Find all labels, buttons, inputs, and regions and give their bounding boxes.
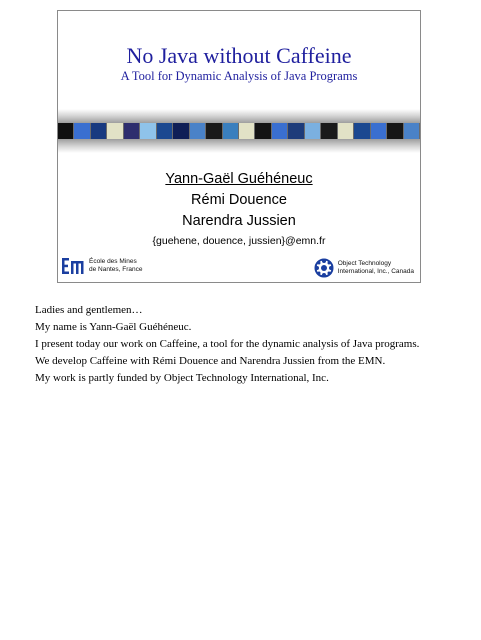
emn-logo-icon (62, 258, 84, 274)
emn-logo (62, 258, 142, 274)
band-square (157, 123, 173, 139)
band-square (239, 123, 255, 139)
band-square (404, 123, 420, 139)
band-square (190, 123, 206, 139)
notes-line: We develop Caffeine with Rémi Douence and Narendra Jussien from the EMN. (35, 355, 386, 367)
notes-line: Ladies and gentlemen… (35, 304, 143, 316)
band-square (371, 123, 387, 139)
speaker-notes (35, 302, 455, 387)
band-square (58, 123, 74, 139)
notes-line: My name is Yann-Gaël Guéhéneuc. (35, 321, 192, 333)
band-square (338, 123, 354, 139)
band-square (387, 123, 403, 139)
band-square (255, 123, 271, 139)
band-square (305, 123, 321, 139)
band-square (288, 123, 304, 139)
author-emails: {guehene, douence, jussien}@emn.fr (152, 235, 326, 247)
band-square (91, 123, 107, 139)
oti-logo-icon (314, 258, 334, 278)
slide-title: No Java without Caffeine (126, 43, 352, 68)
band-square (354, 123, 370, 139)
emn-logo-line1: École des Mines (89, 258, 137, 265)
notes-line: My work is partly funded by Object Technology International, Inc. (35, 372, 329, 384)
author-name: Yann-Gaël Guéhéneuc (165, 171, 313, 187)
oti-logo (314, 258, 414, 278)
oti-logo-line1: Object Technology (337, 260, 392, 267)
slide-subtitle: A Tool for Dynamic Analysis of Java Programs (120, 69, 358, 83)
slide (57, 10, 421, 283)
band-square (321, 123, 337, 139)
band-square (74, 123, 90, 139)
band-square (206, 123, 222, 139)
author-name: Narendra Jussien (182, 213, 296, 229)
emn-logo-line2: de Nantes, France (89, 266, 143, 273)
band-square (272, 123, 288, 139)
band-shadow-bottom (58, 139, 420, 153)
band-square (140, 123, 156, 139)
oti-logo-line2: International, Inc., Canada (337, 268, 414, 275)
decorative-squares-band (58, 123, 420, 139)
band-square (107, 123, 123, 139)
band-square (223, 123, 239, 139)
band-shadow-top (58, 109, 420, 123)
band-square (173, 123, 189, 139)
author-name: Rémi Douence (191, 192, 287, 208)
notes-line: I present today our work on Caffeine, a tool for the dynamic analysis of Java programs. (35, 338, 420, 350)
author-block (58, 169, 420, 249)
band-square (124, 123, 140, 139)
